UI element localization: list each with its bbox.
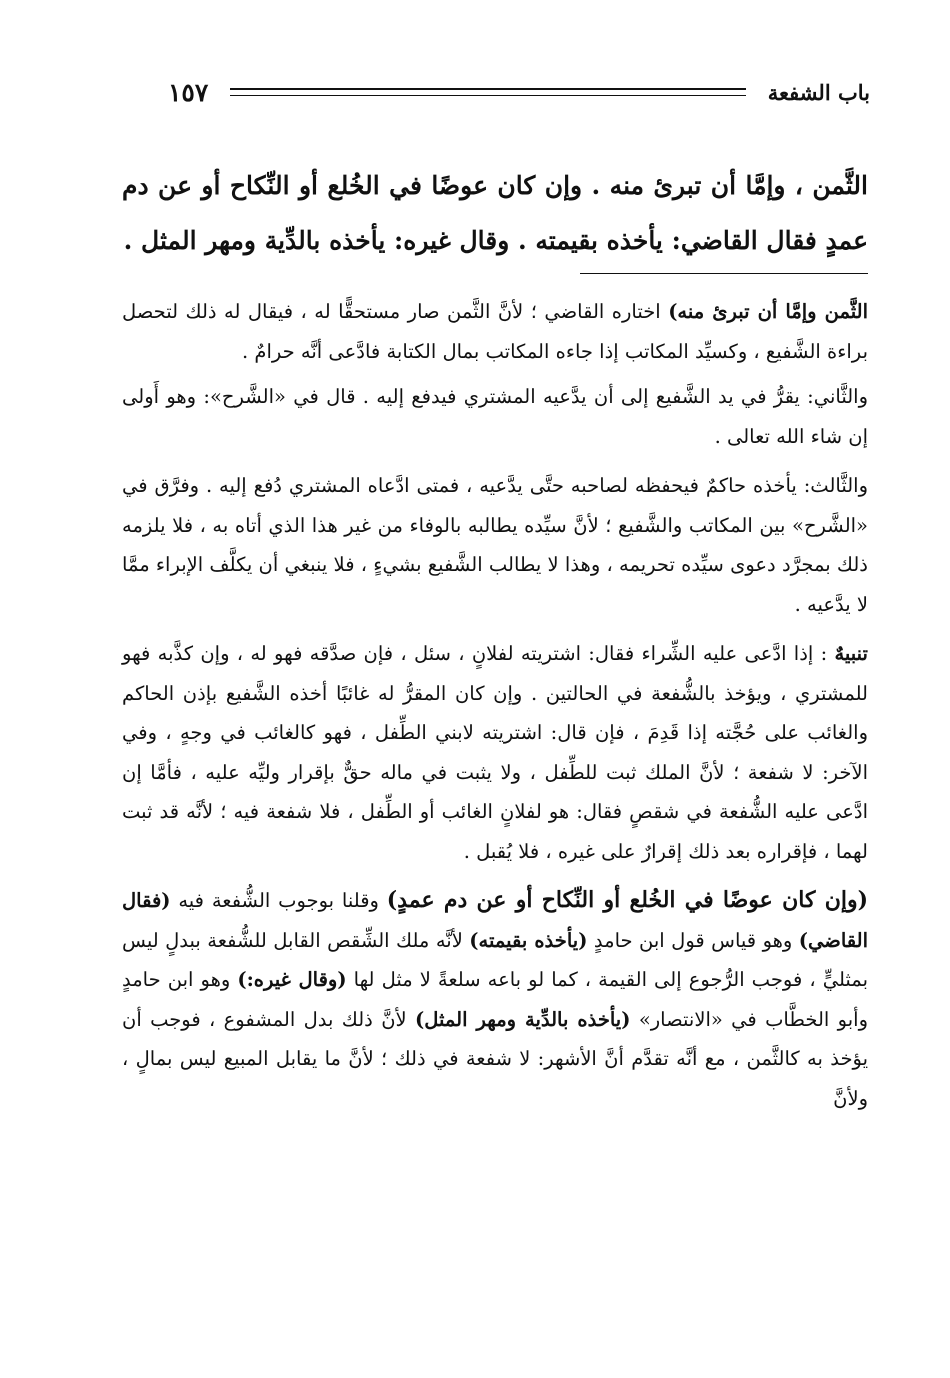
quoted-matn: (وقال غيره:) [237, 968, 347, 991]
commentary-paragraph-5 [122, 881, 868, 1118]
quoted-matn: (فقال القاضي) [122, 889, 868, 952]
quoted-matn: (يأخذه بالدِّية ومهر المثل) [415, 1007, 631, 1031]
commentary-text: لأنَّه ملك الشِّقص القابل للشُّفعة ببدلٍ ليس بمثليٍّ ، فوجب الرُّجوع إلى القيمة ، كما لو باعه سلعةً لا مثل لها [122, 928, 868, 991]
commentary-text: والثَّاني: يقرُّ في يد الشَّفيع إلى أن يدَّعيه المشتري فيدفع إليه . قال في «الشَّرح»: وهو أَولى إن شاء الله تعالى . [122, 385, 868, 448]
commentary-paragraph-2 [122, 377, 868, 456]
commentary-paragraph-3 [122, 466, 868, 624]
commentary-text: وهو ابن حامدٍ وأبو الخطَّاب في «الانتصار» [122, 968, 868, 1031]
quoted-matn: (وإن كان عوضًا في الخُلع أو النِّكاح أو عن دم عمدٍ) [386, 887, 868, 913]
page-number: ١٥٧ [168, 77, 209, 107]
quoted-matn: (يأخذه بقيمته) [469, 928, 588, 952]
header-rule [230, 88, 745, 96]
commentary-text: لأنَّ ذلك بدل المشفوع ، فوجب أن يؤخذ به كالثَّمن ، مع أنَّه تقدَّم أنَّ الأشهر: لا شفعة في ذلك ؛ لأنَّ ما يقابل المبيع ليس بمالٍ ، ولأنَّ [122, 1007, 868, 1110]
commentary-text: : إذا ادَّعى عليه الشِّراء فقال: اشتريته لفلانٍ ، سئل ، فإن صدَّقه فهو له ، وإن كذَّبه فهو للمشتري ، ويؤخذ بالشُّفعة في الحالتين . وإن كان المقرُّ له غائبًا أخذه الشَّفيع بإذن الحاكم والغائب على حُجَّته إذا قَدِمَ ، فإن قال: اشتريته لابني الطِّفل ، فهو كالغائب في وجهٍ ، وفي الآخر: لا شفعة ؛ لأنَّ الملك ثبت للطِّفل ، ولا يثبت في ماله حقٌّ بإقرار وليِّه عليه ، فأمَّا إن ادَّعى عليه الشُّفعة في شقصٍ فقال: هو لفلانٍ الغائب أو الطِّفل ، فلا شفعة فيه ؛ لأنَّه قد ثبت لهما ، فإقراره بعد ذلك إقرارٌ على غيره ، فلا يُقبل . [122, 642, 868, 863]
running-title: باب الشفعة [767, 79, 870, 105]
commentary-paragraph-1 [122, 292, 868, 371]
commentary-separator [580, 273, 868, 274]
main-text: الثَّمن ، وإمَّا أن تبرئ منه . وإن كان عوضًا في الخُلع أو النِّكاح أو عن دم عمدٍ فقال القاضي: يأخذه بقيمته . وقال غيره: يأخذه بالدِّية ومهر المثل . [122, 171, 868, 255]
commentary-text: وهو قياس قول ابن حامدٍ [587, 928, 799, 952]
commentary-paragraph-4 [122, 634, 868, 871]
quoted-matn: الثَّمن وإمَّا أن تبرئ منه) [668, 300, 869, 323]
commentary-text: والثَّالث: يأخذه حاكمٌ فيحفظه لصاحبه حتَّى يدَّعيه ، فمتى ادَّعاه المشتري دُفع إليه . وفرَّق في «الشَّرح» بين المكاتب والشَّفيع ؛ لأنَّ سيِّده يطالبه بالوفاء من غير هذا الذي أتاه به ، فلا يلزمه ذلك بمجرَّد دعوى سيِّده تحريمه ، وهذا لا يطالب الشَّفيع بشيءٍ ، فلا ينبغي أن يكلَّف الإبراء ممَّا لا يدَّعيه . [122, 474, 868, 616]
commentary [122, 292, 868, 1128]
commentary-text: اختاره القاضي ؛ لأنَّ الثَّمن صار مستحقًّا له ، فيقال له ذلك لتحصل براءة الشَّفيع ، وكسيِّد المكاتب إذا جاءه المكاتب بمال الكتابة فادَّعى أنَّه حرامٌ . [122, 300, 868, 363]
note-heading: تنبيهٌ [834, 642, 868, 665]
commentary-text: وقلنا بوجوب الشُّفعة فيه [170, 889, 387, 912]
page-header [168, 72, 870, 112]
